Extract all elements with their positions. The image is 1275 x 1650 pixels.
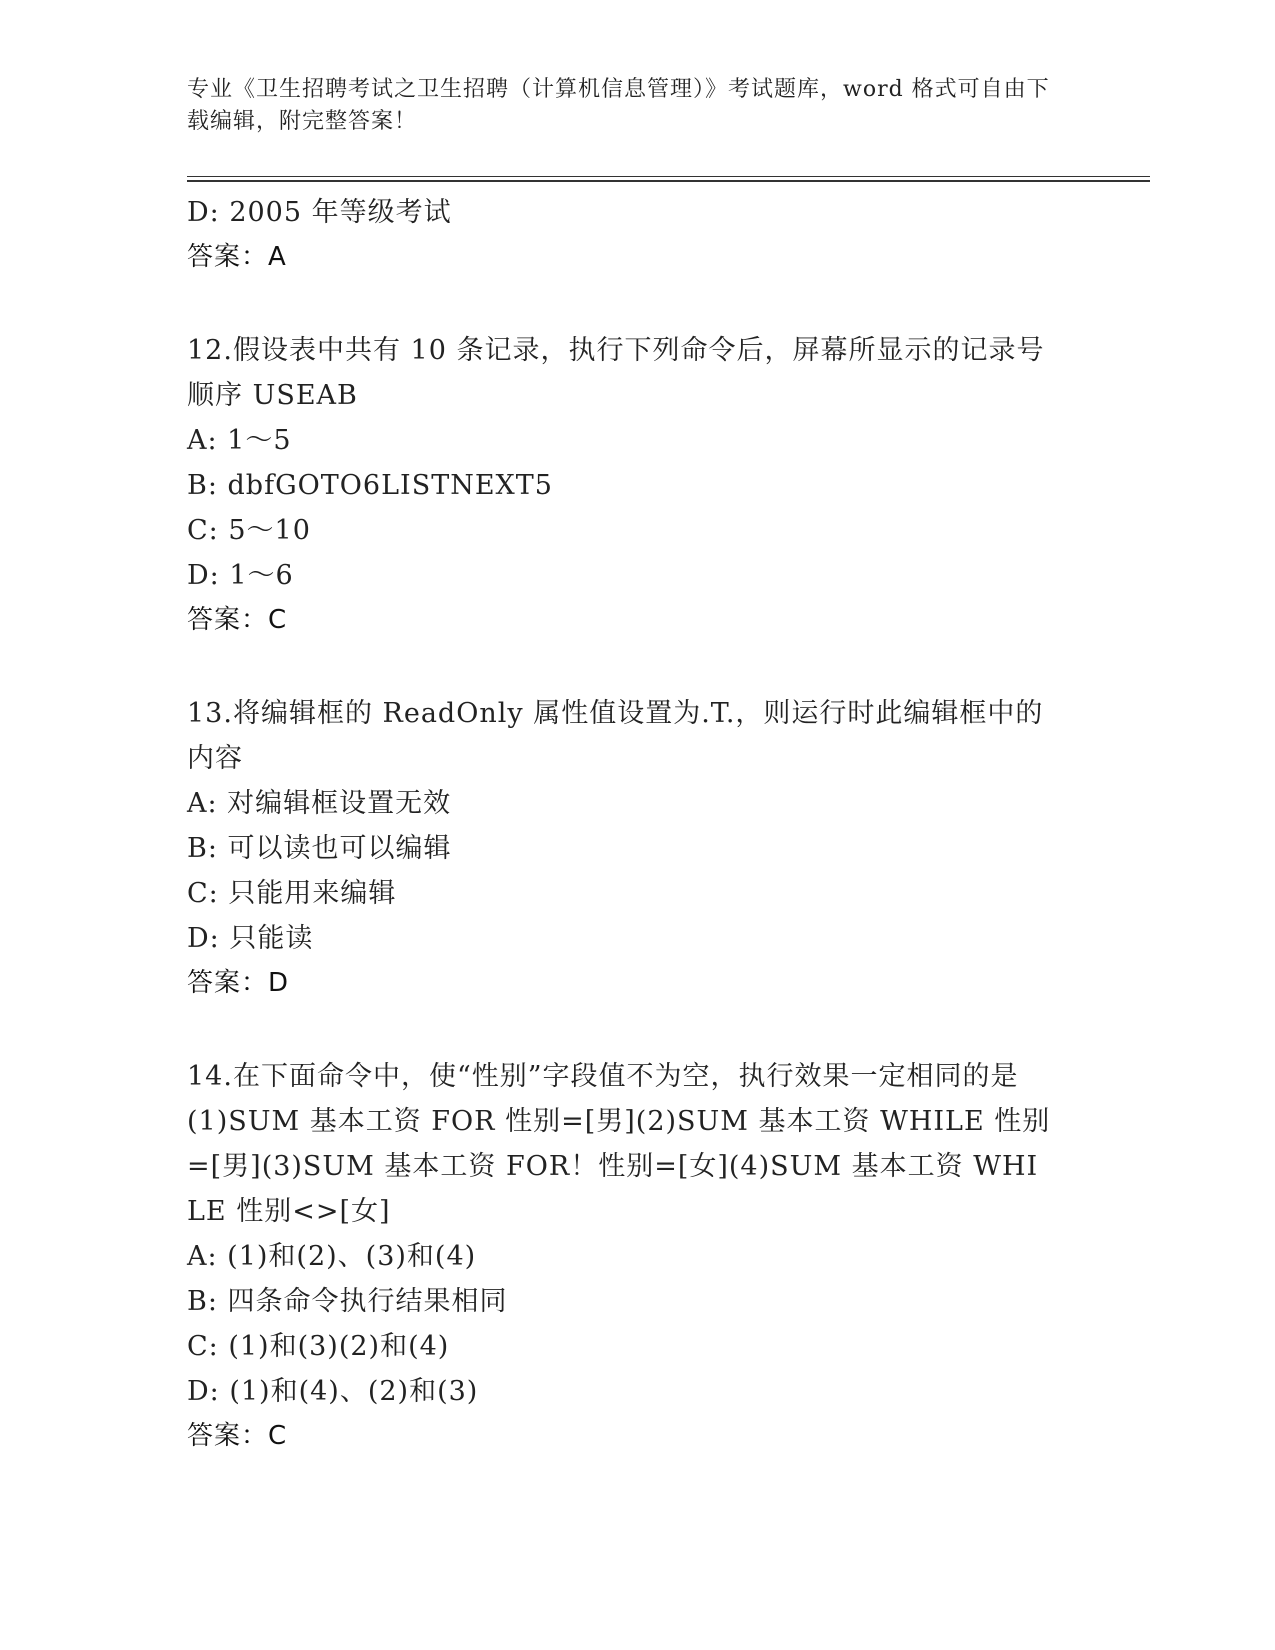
option-d: D: 只能读 — [187, 923, 314, 954]
option-b: B: 四条命令执行结果相同 — [187, 1286, 508, 1317]
header-divider-thick — [187, 180, 1150, 182]
spacer — [187, 643, 1087, 691]
question-stem: 12.假设表中共有 10 条记录，执行下列命令后，屏幕所显示的记录号顺序 USEAB — [187, 335, 1045, 411]
answer-line: 答案：C — [187, 1421, 288, 1451]
answer-line: 答案：C — [187, 605, 288, 635]
option-d: D: 2005 年等级考试 — [187, 197, 452, 228]
answer-line: 答案：A — [187, 242, 287, 272]
option-a: A: (1)和(2)、(3)和(4) — [187, 1241, 477, 1272]
option-c: C: (1)和(3)(2)和(4) — [187, 1331, 450, 1362]
option-b: B: dbfGOTO6LISTNEXT5 — [187, 470, 553, 501]
spacer — [187, 280, 1087, 328]
document-header: 专业《卫生招聘考试之卫生招聘（计算机信息管理）》考试题库，word 格式可自由下载编辑，附完整答案！ — [187, 77, 1050, 134]
option-b: B: 可以读也可以编辑 — [187, 833, 452, 864]
question-13 — [187, 691, 1087, 1006]
question-stem: 14.在下面命令中，使“性别”字段值不为空，执行效果一定相同的是(1)SUM 基本工资 FOR 性别=[男](2)SUM 基本工资 WHILE 性别=[男](3)SUM 基本工资 FOR！性别=[女](4)SUM 基本工资 WHILE 性别<>[女] — [187, 1061, 1051, 1227]
question-12 — [187, 328, 1087, 643]
option-d: D: (1)和(4)、(2)和(3) — [187, 1376, 479, 1407]
option-c: C: 5～10 — [187, 515, 311, 546]
option-a: A: 1～5 — [187, 425, 292, 456]
option-a: A: 对编辑框设置无效 — [187, 788, 452, 819]
spacer — [187, 1006, 1087, 1054]
option-d: D: 1～6 — [187, 560, 294, 591]
question-list — [187, 190, 1087, 1459]
option-c: C: 只能用来编辑 — [187, 878, 397, 909]
question-stem: 13.将编辑框的 ReadOnly 属性值设置为.T.，则运行时此编辑框中的内容 — [187, 698, 1044, 774]
header-divider-thin — [187, 176, 1150, 177]
previous-question-tail — [187, 190, 1087, 280]
answer-line: 答案：D — [187, 968, 290, 998]
question-14 — [187, 1054, 1087, 1459]
